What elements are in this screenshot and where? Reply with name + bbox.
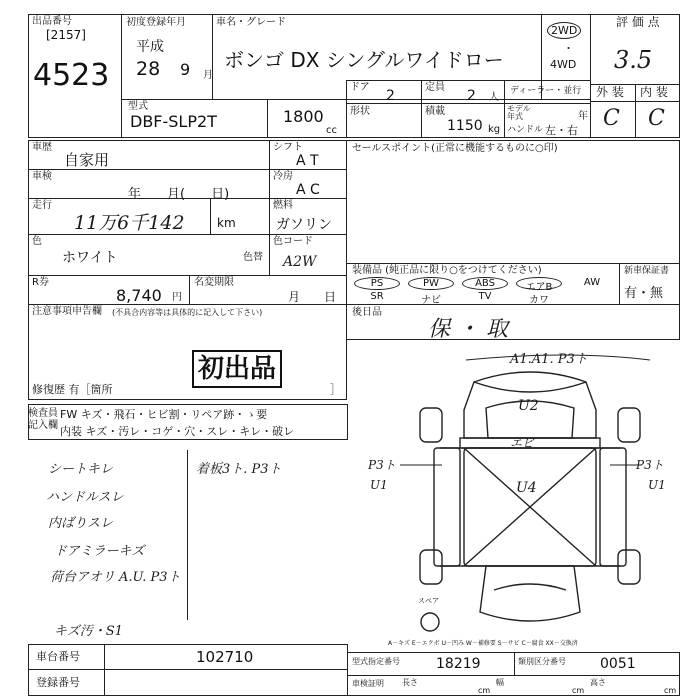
- equipment-abs: ABS: [462, 277, 508, 290]
- color-label: 色: [32, 236, 42, 247]
- fuel-label: 燃料: [273, 200, 293, 211]
- usage-value: 自家用: [64, 151, 110, 169]
- lot-number: 4523: [33, 58, 110, 93]
- equipment-aw: AW: [583, 277, 601, 288]
- mileage-value: 11万6千142: [74, 212, 185, 234]
- inspector-note-4: ドアミラーキズ: [54, 544, 145, 559]
- diagram-pointer-lines: [370, 350, 670, 500]
- sales-points-label: セールスポイント(正常に機能するものに○印): [352, 143, 558, 154]
- equipment-ps: PS: [354, 277, 400, 290]
- load-value: 1150: [447, 118, 483, 134]
- capacity-unit: 人: [489, 92, 499, 103]
- diagram-note-u4: U4: [516, 480, 537, 496]
- dims-box: [347, 675, 680, 696]
- model-name-label: 車名・グレード: [216, 17, 286, 28]
- cc-unit: cc: [326, 125, 337, 136]
- equipment-bottom-row: [350, 291, 566, 304]
- equipment-pw: PW: [408, 277, 454, 290]
- inspector-note-5: 荷台アオリ A.U. P3ト: [50, 570, 181, 585]
- year-unit: 年: [578, 111, 588, 122]
- inspection-value: 年 月( 日): [128, 187, 230, 202]
- exterior-grade: C: [603, 106, 620, 131]
- exterior-label: 外 装: [596, 85, 624, 99]
- diagram-note-right-b: U1: [648, 478, 666, 492]
- shape-label: 形状: [350, 106, 370, 117]
- color-value: ホワイト: [62, 250, 118, 266]
- model-code: DBF-SLP2T: [130, 112, 217, 131]
- recycle-unit: 円: [172, 292, 182, 303]
- fuel-value: ガソリン: [276, 217, 332, 233]
- interior-grade: C: [648, 106, 665, 131]
- after-items-label: 後日品: [352, 307, 382, 318]
- inspector-note-3: 内ばりスレ: [48, 516, 114, 531]
- type-cert-label: 型式指定番号: [352, 657, 400, 666]
- lot-label: 出品番号: [32, 16, 72, 27]
- diagram-note-left-b: U1: [370, 478, 388, 492]
- diagram-note-right-a: P3ト: [636, 458, 664, 472]
- diagram-legend: A－キズ E－エクボ U－凹み W－補修要 S－サビ C－腐食 XX－交換済: [388, 640, 578, 647]
- cc-value: 1800: [283, 107, 324, 126]
- capacity-value: 2: [467, 88, 476, 104]
- equipment-label: 装備品 (純正品に限り○をつけてください): [352, 265, 542, 276]
- model-name: ボンゴ DX シングルワイドロー: [224, 48, 504, 72]
- inspector-note-1: シートキレ: [48, 462, 113, 477]
- notes-label: 注意事項申告欄: [32, 306, 102, 317]
- warranty-options: 有・無: [624, 286, 664, 301]
- handle-label: ハンドル: [507, 125, 544, 135]
- length-label: 長さ: [402, 678, 418, 687]
- doors-label: ドア: [350, 82, 370, 93]
- chassis-label: 車台番号: [36, 650, 80, 663]
- height-label: 高さ: [590, 678, 606, 687]
- doors-value: 2: [386, 88, 395, 104]
- first-listing-stamp: 初出品: [192, 350, 282, 388]
- registration-label: 登録番号: [36, 676, 80, 689]
- warranty-label: 新車保証書: [624, 266, 670, 276]
- recycle-value: 8,740: [116, 286, 162, 305]
- shift-label: シフト: [273, 142, 303, 153]
- reg-year: 28: [136, 58, 161, 80]
- equipment-leather: カワ: [529, 295, 549, 306]
- length-unit: cm: [478, 686, 491, 695]
- dims-label: 車検証明: [352, 679, 384, 688]
- model-code-label: 型式: [128, 101, 148, 112]
- equipment-sr: SR: [370, 291, 384, 302]
- color-code-label: 色コード: [273, 236, 313, 247]
- diagram-note-u2: U2: [518, 398, 539, 414]
- inspector-note-6: キズ汚・S1: [54, 624, 123, 639]
- score-label: 評 価 点: [616, 15, 660, 29]
- repair-label: 修復歴 有［箇所: [32, 383, 113, 396]
- width-label: 幅: [496, 678, 504, 687]
- ac-value: A C: [296, 182, 320, 198]
- drive-4wd: 4WD: [550, 58, 577, 71]
- equipment-tv: TV: [478, 291, 492, 302]
- width-unit: cm: [572, 686, 585, 695]
- load-label: 積載: [425, 106, 445, 117]
- diagram-note-left-a: P3ト: [368, 458, 396, 472]
- name-change-value: 月 日: [288, 290, 337, 304]
- drive-2wd: 2WD: [547, 22, 581, 39]
- load-unit: kg: [488, 124, 501, 135]
- after-items-box: [346, 304, 680, 340]
- usage-label: 車歴: [32, 142, 52, 153]
- notes-sub: (不具合内容等は具体的に記入して下さい): [112, 308, 263, 317]
- color-code-value: A2W: [283, 254, 317, 270]
- repair-close: ］: [330, 383, 341, 396]
- capacity-label: 定員: [425, 82, 445, 93]
- sales-points-box: [346, 140, 680, 264]
- inspector-line-2: 内装 キズ・汚レ・コゲ・穴・スレ・キレ・破レ: [60, 425, 295, 438]
- category-value: 0051: [600, 656, 636, 672]
- chassis-value: 102710: [196, 648, 254, 666]
- category-label: 類別区分番号: [518, 657, 566, 666]
- interior-label: 内 装: [640, 85, 668, 99]
- diagram-note-top: A1.A1. P3ト: [510, 352, 588, 367]
- type-cert-value: 18219: [436, 656, 481, 672]
- color-change-label: 色替: [243, 252, 263, 263]
- dealer-label: ディーラー・並行: [510, 86, 582, 96]
- inspector-label: 検査員 記入欄: [28, 408, 58, 431]
- era-label: 平成: [136, 39, 164, 55]
- name-change-label: 名変期限: [194, 277, 234, 288]
- drive-dot: ・: [563, 42, 574, 55]
- first-reg-label: 初度登録年月: [126, 17, 186, 28]
- equipment-top-row: [350, 277, 618, 293]
- inspection-label: 車検: [32, 171, 52, 182]
- recycle-label: R券: [32, 277, 49, 288]
- handle-value: 左・右: [545, 124, 578, 137]
- model-year-label: モデル 年式: [507, 104, 531, 121]
- inspector-line-1: FW キズ・飛石・ヒビ割・リペア跡・ゝ要: [60, 408, 268, 421]
- mileage-unit: km: [217, 216, 236, 230]
- shift-value: A T: [296, 153, 319, 169]
- month-unit: 月: [203, 70, 213, 81]
- inspector-note-2: ハンドルスレ: [46, 490, 124, 505]
- score-value: 3.5: [614, 46, 653, 74]
- lot-sub: [2157]: [46, 28, 86, 42]
- equipment-airbag: エアB: [516, 277, 562, 290]
- reg-month: 9: [180, 60, 191, 79]
- mileage-label: 走行: [32, 200, 52, 211]
- after-items-value: 保 ・ 取: [428, 317, 508, 342]
- recycle-box: [28, 275, 190, 305]
- inspector-bed-note: 着板3ト. P3ト: [196, 462, 282, 477]
- spare-label: スペア: [418, 597, 439, 605]
- equipment-navi: ナビ: [421, 295, 441, 306]
- ac-label: 冷房: [273, 171, 293, 182]
- diagram-note-crack: エビ: [510, 436, 535, 450]
- height-unit: cm: [664, 686, 677, 695]
